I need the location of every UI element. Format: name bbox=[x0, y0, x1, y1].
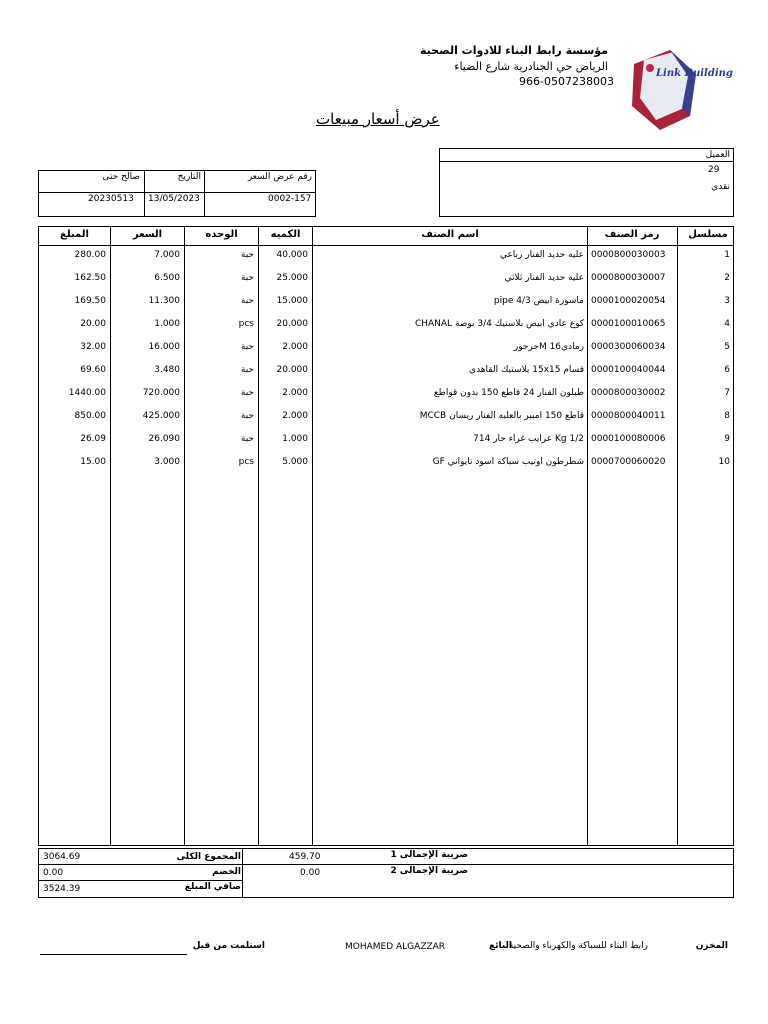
cell-serial: 5 bbox=[724, 342, 730, 352]
cell-qty: 20.000 bbox=[276, 365, 308, 375]
cell-price: 7.000 bbox=[154, 250, 180, 260]
cell-unit: حبة bbox=[240, 296, 254, 306]
header-code: رمز الصنف bbox=[604, 229, 660, 240]
cell-name: شطرطون اوتيب سباكة اسود تايواني GF bbox=[432, 457, 584, 467]
cell-serial: 10 bbox=[718, 457, 730, 467]
cell-qty: 5.000 bbox=[282, 457, 308, 467]
cell-name: عليه حديد الفنار ثلاثي bbox=[504, 273, 584, 283]
cell-name: ماسورة ابيض pipe 4/3 bbox=[493, 296, 584, 306]
cell-name: كوع عادي ابيض بلاستيك 3/4 بوصة CHANAL bbox=[414, 319, 584, 329]
cell-price: 1.000 bbox=[154, 319, 180, 329]
header-amount: المبلغ bbox=[60, 229, 89, 240]
cell-serial: 8 bbox=[724, 411, 730, 421]
cell-code: 0000100020054 bbox=[591, 296, 666, 306]
cell-name: 1/2 Kg عرايب غراء حار 714 bbox=[473, 434, 584, 444]
signature-line bbox=[40, 954, 187, 955]
totals-box bbox=[38, 848, 734, 898]
cell-amount: 69.60 bbox=[80, 365, 106, 375]
cell-amount: 162.50 bbox=[74, 273, 106, 283]
cell-serial: 2 bbox=[724, 273, 730, 283]
cell-serial: 7 bbox=[724, 388, 730, 398]
cell-price: 720.000 bbox=[142, 388, 180, 398]
cell-name: قسام 15x15 بلاستيك القاهدي bbox=[469, 365, 584, 375]
quote-no: 0002-157 bbox=[268, 194, 312, 204]
tax1-value: 459.70 bbox=[289, 852, 321, 862]
cell-qty: 2.000 bbox=[282, 411, 308, 421]
cell-code: 0000800040011 bbox=[591, 411, 666, 421]
cell-serial: 9 bbox=[724, 434, 730, 444]
cell-unit: حبة bbox=[240, 365, 254, 375]
cell-price: 3.000 bbox=[154, 457, 180, 467]
name-value: صالح حتى bbox=[102, 172, 140, 182]
tax1-label: ضريبة الإجمالى 1 bbox=[390, 850, 468, 860]
quote-no-label: رقم عرض السعر bbox=[247, 172, 312, 182]
cell-qty: 40.000 bbox=[276, 250, 308, 260]
customer-code: 29 bbox=[708, 165, 720, 175]
cell-serial: 3 bbox=[724, 296, 730, 306]
cell-unit: pcs bbox=[238, 457, 254, 467]
company-name: مؤسسة رابط البناء للادوات الصحية bbox=[420, 44, 608, 57]
header-serial: مسلسل bbox=[688, 229, 728, 240]
cell-code: 0000300060034 bbox=[591, 342, 666, 352]
cell-qty: 2.000 bbox=[282, 342, 308, 352]
net-label: صافي المبلغ bbox=[184, 882, 241, 892]
date-label: التاريخ bbox=[177, 172, 201, 182]
cell-unit: حبة bbox=[240, 388, 254, 398]
seller-value: MOHAMED ALGAZZAR bbox=[345, 942, 446, 952]
tax2-label: ضريبة الإجمالى 2 bbox=[390, 866, 468, 876]
cell-qty: 2.000 bbox=[282, 388, 308, 398]
cell-serial: 4 bbox=[724, 319, 730, 329]
logo-text: Link Building bbox=[656, 68, 733, 79]
company-address: الرياض حي الجنادرية شارع الضياء bbox=[454, 60, 608, 73]
cell-amount: 1440.00 bbox=[68, 388, 106, 398]
cell-serial: 6 bbox=[724, 365, 730, 375]
customer-label: العميل bbox=[705, 150, 730, 160]
cell-name: طبلون الفنار 24 قاطع 150 بدون قواطع bbox=[433, 388, 584, 398]
discount-label: الخصم bbox=[212, 867, 241, 877]
cell-unit: حبة bbox=[240, 250, 254, 260]
cell-amount: 850.00 bbox=[74, 411, 106, 421]
cell-code: 0000100040044 bbox=[591, 365, 666, 375]
cell-code: 0000800030003 bbox=[591, 250, 666, 260]
net-value: 3524.39 bbox=[43, 884, 81, 894]
reference-no: 20230513 bbox=[88, 194, 134, 204]
total-value: 3064.69 bbox=[43, 852, 81, 862]
cell-name: عليه حديد الفنار رباعي bbox=[499, 250, 584, 260]
cell-price: 16.000 bbox=[148, 342, 180, 352]
document-title: عرض أسعار مبيعات bbox=[316, 110, 440, 128]
received-label: استلمت من قبل bbox=[192, 941, 265, 951]
cell-amount: 26.09 bbox=[80, 434, 106, 444]
cell-code: 0000800030007 bbox=[591, 273, 666, 283]
cell-amount: 15.00 bbox=[80, 457, 106, 467]
quote-date: 13/05/2023 bbox=[148, 194, 200, 204]
payment-type: نقدي bbox=[711, 182, 730, 192]
cell-name: رمادي16 Mجرجور bbox=[513, 342, 584, 352]
cell-price: 425.000 bbox=[142, 411, 180, 421]
cell-unit: pcs bbox=[238, 319, 254, 329]
store-label: المخزن bbox=[695, 941, 728, 951]
header-qty: الكميه bbox=[270, 229, 301, 240]
cell-qty: 1.000 bbox=[282, 434, 308, 444]
cell-name: قاطع 150 امبير بالعلبه الفنار ريسان MCCB bbox=[419, 411, 584, 421]
cell-amount: 280.00 bbox=[74, 250, 106, 260]
header-name: اسم الصنف bbox=[421, 229, 479, 240]
cell-unit: حبة bbox=[240, 434, 254, 444]
cell-code: 0000100010065 bbox=[591, 319, 666, 329]
cell-qty: 20.000 bbox=[276, 319, 308, 329]
store-value: رابط البناء للسباكة والكهرباء والصحية bbox=[508, 941, 648, 951]
cell-amount: 20.00 bbox=[80, 319, 106, 329]
cell-unit: حبة bbox=[240, 273, 254, 283]
cell-code: 0000800030002 bbox=[591, 388, 666, 398]
cell-code: 0000700060020 bbox=[591, 457, 666, 467]
cell-price: 6.500 bbox=[154, 273, 180, 283]
company-phone: 966-0507238003 bbox=[519, 75, 614, 88]
cell-qty: 15.000 bbox=[276, 296, 308, 306]
cell-price: 11.300 bbox=[148, 296, 180, 306]
seller-label: البائع bbox=[488, 941, 512, 951]
cell-unit: حبة bbox=[240, 342, 254, 352]
header-price: السعر bbox=[132, 229, 163, 240]
total-label: المجموع الكلى bbox=[176, 852, 241, 862]
cell-amount: 169.50 bbox=[74, 296, 106, 306]
header-unit: الوحده bbox=[205, 229, 238, 240]
cell-price: 26.090 bbox=[148, 434, 180, 444]
cell-amount: 32.00 bbox=[80, 342, 106, 352]
customer-box bbox=[439, 148, 734, 217]
cell-unit: حبة bbox=[240, 411, 254, 421]
cell-qty: 25.000 bbox=[276, 273, 308, 283]
cell-price: 3.480 bbox=[154, 365, 180, 375]
company-logo bbox=[630, 46, 733, 132]
cell-serial: 1 bbox=[724, 250, 730, 260]
tax2-value: 0.00 bbox=[300, 868, 321, 878]
cell-code: 0000100080006 bbox=[591, 434, 666, 444]
discount-value: 0.00 bbox=[43, 868, 64, 878]
